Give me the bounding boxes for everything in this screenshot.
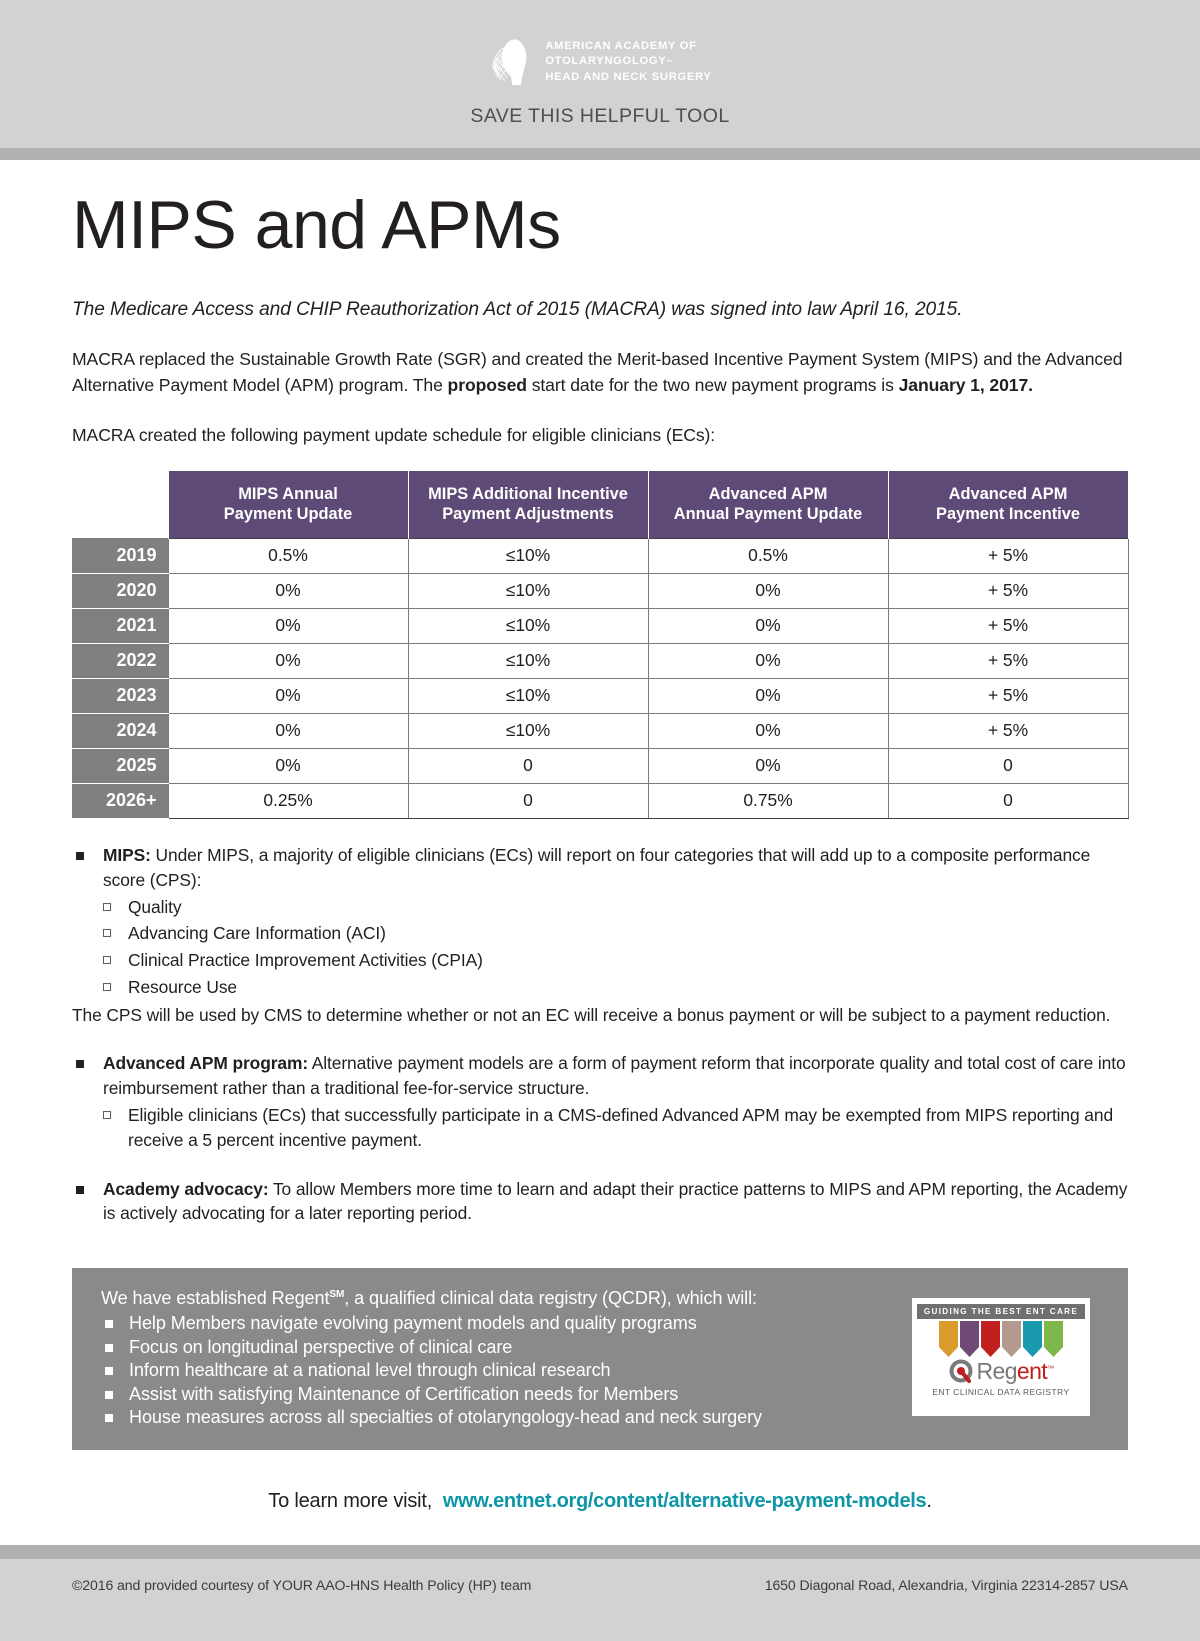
intro-paragraph	[72, 347, 1128, 398]
col-head-line-1: Advanced APM	[948, 484, 1068, 503]
intro-part-2: start date for the two new payment programs is	[526, 374, 899, 395]
regent-intro-part-2: , a qualified clinical data registry (QCDR), which will:	[344, 1288, 757, 1309]
banner-divider	[0, 148, 1200, 160]
org-line-2: OTOLARYNGOLOGY–	[545, 55, 674, 68]
list-item	[72, 948, 1128, 973]
ribbon-3-icon	[981, 1321, 1000, 1357]
footer-copyright: ©2016 and provided courtesy of YOUR AAO-HNS Health Policy (HP) team	[72, 1577, 532, 1594]
cell-mips-additional: ≤10%	[408, 678, 648, 713]
bullet-text-mips: Under MIPS, a majority of eligible clinicians (ECs) will report on four categories that will add up to a composite performance score (CPS):	[103, 844, 1091, 890]
cell-apm-annual: 0.5%	[648, 538, 888, 573]
row-year-label: 2024	[72, 713, 168, 748]
document-body	[0, 187, 1200, 1513]
bullet-academy-advocacy	[72, 1177, 1128, 1227]
hollow-square-bullet-icon	[103, 929, 111, 937]
regent-wordmark	[949, 1360, 1054, 1384]
regent-q-icon	[949, 1360, 973, 1384]
hollow-square-bullet-icon	[103, 983, 111, 991]
list-item	[72, 975, 1128, 1000]
table-row	[72, 748, 1128, 783]
trademark-symbol: ™	[1047, 1365, 1054, 1373]
organization-brand	[0, 0, 1200, 88]
regent-callout-panel	[72, 1268, 1128, 1450]
subitem-label: Advancing Care Information (ACI)	[128, 923, 386, 944]
table-row	[72, 573, 1128, 608]
table-row	[72, 608, 1128, 643]
row-year-label: 2021	[72, 608, 168, 643]
cell-apm-annual: 0%	[648, 573, 888, 608]
regent-item-label: Help Members navigate evolving payment models and quality programs	[129, 1313, 697, 1334]
square-bullet-icon	[105, 1391, 113, 1399]
col-head-line-1: MIPS Additional Incentive	[428, 484, 628, 503]
regent-intro-part-1: We have established Regent	[101, 1288, 330, 1309]
regent-logo-tagline: GUIDING THE BEST ENT CARE	[917, 1304, 1085, 1319]
page-title: MIPS and APMs	[72, 187, 561, 263]
aao-hns-head-logo-icon	[488, 36, 532, 88]
cell-mips-additional: ≤10%	[408, 608, 648, 643]
masthead-banner	[0, 0, 1200, 148]
bullet-label-apm: Advanced APM program:	[103, 1053, 309, 1074]
bullet-advanced-apm	[72, 1051, 1128, 1101]
cell-mips-additional: ≤10%	[408, 538, 648, 573]
cell-mips-additional: ≤10%	[408, 573, 648, 608]
cell-mips-annual: 0%	[168, 608, 408, 643]
regent-item-label: Assist with satisfying Maintenance of Certification needs for Members	[129, 1383, 679, 1404]
subitem-label: Resource Use	[128, 976, 237, 997]
regent-name-ent: ent	[1016, 1358, 1048, 1385]
ribbon-6-icon	[1044, 1321, 1063, 1357]
bullet-label-mips: MIPS:	[103, 844, 151, 865]
table-body	[72, 538, 1128, 818]
regent-name	[977, 1360, 1054, 1383]
row-year-label: 2019	[72, 538, 168, 573]
cell-apm-incentive: + 5%	[888, 678, 1128, 713]
hollow-square-bullet-icon	[103, 956, 111, 964]
organization-name	[545, 39, 711, 85]
bullet-sections	[72, 843, 1128, 1226]
cell-apm-incentive: + 5%	[888, 608, 1128, 643]
cell-apm-incentive: 0	[888, 783, 1128, 818]
cell-mips-annual: 0%	[168, 748, 408, 783]
cell-apm-incentive: + 5%	[888, 538, 1128, 573]
col-head-line-2: Payment Incentive	[936, 504, 1080, 523]
cell-mips-annual: 0%	[168, 643, 408, 678]
cell-mips-annual: 0%	[168, 713, 408, 748]
table-row	[72, 643, 1128, 678]
document-lede: The Medicare Access and CHIP Reauthorization Act of 2015 (MACRA) was signed into law April 16, 2015.	[72, 299, 963, 321]
row-year-label: 2026+	[72, 783, 168, 818]
cell-mips-annual: 0.5%	[168, 538, 408, 573]
ribbon-2-icon	[960, 1321, 979, 1357]
learn-more-suffix: .	[926, 1490, 932, 1513]
table-corner-cell	[72, 471, 168, 539]
subitem-label: Quality	[128, 896, 182, 917]
table-row	[72, 678, 1128, 713]
service-mark: SM	[329, 1289, 345, 1301]
hollow-square-bullet-icon	[103, 903, 111, 911]
table-header-row	[72, 471, 1128, 539]
regent-item-label: House measures across all specialties of otolaryngology-head and neck surgery	[129, 1407, 762, 1428]
regent-item-label: Focus on longitudinal perspective of clinical care	[129, 1336, 513, 1357]
cell-apm-annual: 0%	[648, 678, 888, 713]
table-row	[72, 783, 1128, 818]
bullet-text-apm: Alternative payment models are a form of payment reform that incorporate quality and total cost of care into reimbursement rather than a traditional fee-for-service structure.	[103, 1053, 1126, 1099]
learn-more-prefix: To learn more visit,	[268, 1490, 443, 1513]
subitem-label: Eligible clinicians (ECs) that successfully participate in a CMS-defined Advanced APM may be exempted from MIPS reporting and receive a 5 percent incentive payment.	[128, 1105, 1114, 1150]
ribbon-1-icon	[939, 1321, 958, 1357]
entnet-link[interactable]: www.entnet.org/content/alternative-payment-models	[442, 1490, 927, 1513]
square-bullet-icon	[76, 1060, 84, 1068]
ribbon-5-icon	[1023, 1321, 1042, 1357]
bullet-mips	[72, 843, 1128, 893]
row-year-label: 2025	[72, 748, 168, 783]
column-header-mips-additional	[408, 471, 648, 539]
square-bullet-icon	[105, 1344, 113, 1352]
cell-mips-annual: 0%	[168, 573, 408, 608]
ribbon-4-icon	[1002, 1321, 1021, 1357]
cell-apm-incentive: 0	[888, 748, 1128, 783]
col-head-line-2: Annual Payment Update	[673, 504, 863, 523]
hollow-square-bullet-icon	[103, 1111, 111, 1119]
list-item	[72, 895, 1128, 920]
bullet-text-advocacy: To allow Members more time to learn and adapt their practice patterns to MIPS and APM reporting, the Academy is actively advocating for a later reporting period.	[103, 1178, 1128, 1224]
cell-mips-annual: 0%	[168, 678, 408, 713]
org-line-3: HEAD AND NECK SURGERY	[545, 70, 712, 83]
row-year-label: 2022	[72, 643, 168, 678]
intro-bold-date: January 1, 2017.	[898, 374, 1033, 395]
row-year-label: 2020	[72, 573, 168, 608]
regent-name-reg: Reg	[976, 1358, 1017, 1385]
col-head-line-2: Payment Update	[223, 504, 353, 523]
cell-apm-annual: 0%	[648, 608, 888, 643]
banner-tagline: SAVE THIS HELPFUL TOOL	[470, 105, 730, 127]
col-head-line-1: MIPS Annual	[238, 484, 338, 503]
cell-apm-annual: 0.75%	[648, 783, 888, 818]
column-header-apm-annual	[648, 471, 888, 539]
cps-note: The CPS will be used by CMS to determine whether or not an EC will receive a bonus payment or will be subject to a payment reduction.	[72, 1004, 1111, 1025]
list-item	[72, 921, 1128, 946]
intro-part-1: MACRA replaced the Sustainable Growth Rate (SGR) and created the Merit-based Incentive Payment System (MIPS) and the Advanced Alternative Payment Model (APM) program. The	[72, 349, 1123, 395]
column-header-mips-annual	[168, 471, 408, 539]
schedule-intro-paragraph: MACRA created the following payment update schedule for eligible clinicians (ECs):	[72, 425, 716, 446]
square-bullet-icon	[105, 1414, 113, 1422]
bullet-label-advocacy: Academy advocacy:	[103, 1178, 269, 1199]
column-header-apm-incentive	[888, 471, 1128, 539]
regent-item-label: Inform healthcare at a national level through clinical research	[129, 1360, 611, 1381]
square-bullet-icon	[76, 1186, 84, 1194]
cell-apm-incentive: + 5%	[888, 643, 1128, 678]
cell-apm-annual: 0%	[648, 713, 888, 748]
footer-address: 1650 Diagonal Road, Alexandria, Virginia 22314-2857 USA	[764, 1577, 1128, 1594]
cell-apm-incentive: + 5%	[888, 713, 1128, 748]
org-line-1: AMERICAN ACADEMY OF	[545, 39, 697, 52]
row-year-label: 2023	[72, 678, 168, 713]
cell-mips-annual: 0.25%	[168, 783, 408, 818]
subitem-label: Clinical Practice Improvement Activities (CPIA)	[128, 950, 483, 971]
cell-mips-additional: 0	[408, 783, 648, 818]
table-row	[72, 713, 1128, 748]
cell-apm-annual: 0%	[648, 643, 888, 678]
square-bullet-icon	[76, 852, 84, 860]
learn-more-line	[72, 1490, 1128, 1513]
regent-logo-subtitle: ENT CLINICAL DATA REGISTRY	[932, 1387, 1070, 1398]
page-footer	[0, 1559, 1200, 1641]
list-item	[72, 1103, 1128, 1152]
payment-update-schedule-table	[72, 471, 1129, 819]
cell-mips-additional: ≤10%	[408, 643, 648, 678]
square-bullet-icon	[105, 1367, 113, 1375]
col-head-line-1: Advanced APM	[708, 484, 828, 503]
cell-apm-incentive: + 5%	[888, 573, 1128, 608]
col-head-line-2: Payment Adjustments	[442, 504, 614, 523]
cell-apm-annual: 0%	[648, 748, 888, 783]
square-bullet-icon	[105, 1320, 113, 1328]
regent-ribbon-graphic	[939, 1321, 1063, 1357]
intro-bold-proposed: proposed	[447, 374, 527, 395]
cell-mips-additional: 0	[408, 748, 648, 783]
regent-logo	[912, 1298, 1090, 1416]
cell-mips-additional: ≤10%	[408, 713, 648, 748]
footer-divider	[0, 1545, 1200, 1559]
table-row	[72, 538, 1128, 573]
